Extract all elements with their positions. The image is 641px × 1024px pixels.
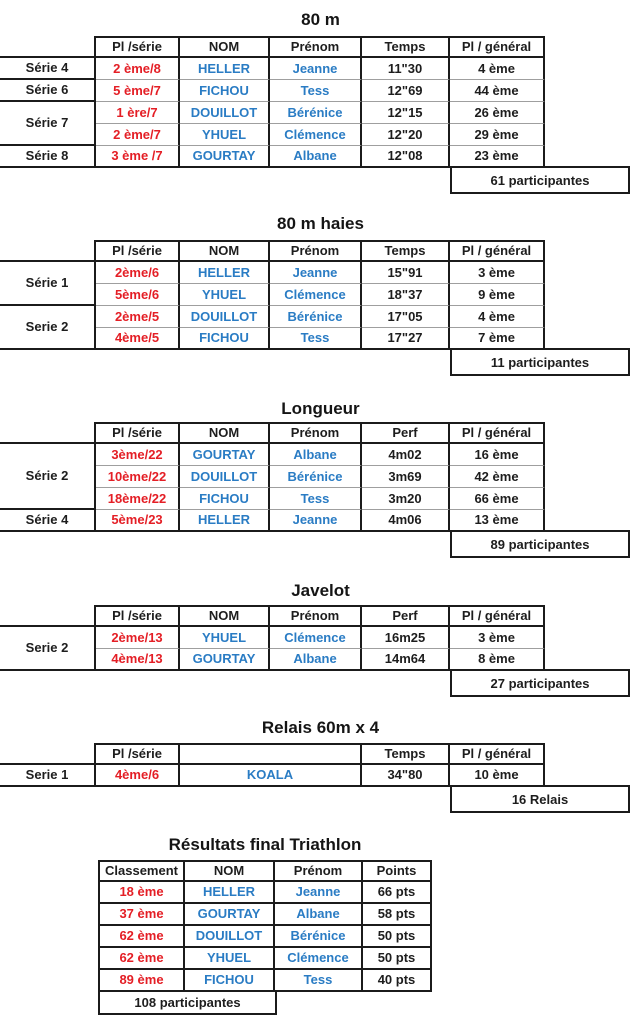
cell-pl-serie: 10ème/22: [96, 466, 180, 488]
header-cell-pl-serie: Pl /série: [96, 422, 180, 444]
cell-prenom: Albane: [275, 904, 363, 926]
header-cell-perf: Perf: [362, 422, 450, 444]
cell-temps: 34"80: [362, 765, 450, 787]
cell-pl-general: 44 ème: [450, 80, 545, 102]
cell-prenom: Clémence: [275, 948, 363, 970]
header-cell-nom: NOM: [180, 240, 270, 262]
cell-classement: 62 ème: [98, 926, 185, 948]
cell-pl-general: 26 ème: [450, 102, 545, 124]
cell-prenom: Bérénice: [270, 306, 362, 328]
cell-pl-serie: 5ème/6: [96, 284, 180, 306]
cell-pl-serie: 2ème/6: [96, 262, 180, 284]
summary-box-relais: 16 Relais: [450, 785, 630, 813]
table-title-longueur: Longueur: [281, 399, 360, 418]
cell-prenom: Bérénice: [275, 926, 363, 948]
header-cell-temps: Temps: [362, 743, 450, 765]
cell-temps: 15"91: [362, 262, 450, 284]
cell-prenom: Jeanne: [270, 510, 362, 532]
cell-temps: 18"37: [362, 284, 450, 306]
cell-prenom: Tess: [270, 80, 362, 102]
header-cell-pl-general: Pl / général: [450, 240, 545, 262]
cell-temps: 12"20: [362, 124, 450, 146]
results-table-80m: [0, 36, 545, 168]
cell-nom: YHUEL: [180, 627, 270, 649]
results-table-relais: [0, 743, 545, 787]
serie-label: Série 4: [0, 510, 96, 532]
table-title-80m-haies: 80 m haies: [277, 214, 364, 233]
header-cell-temps: Temps: [362, 36, 450, 58]
cell-points: 58 pts: [363, 904, 432, 926]
cell-temps: 12"69: [362, 80, 450, 102]
results-table-javelot: [0, 605, 545, 671]
cell-prenom: Jeanne: [270, 262, 362, 284]
cell-pl-serie: 3ème/22: [96, 444, 180, 466]
cell-temps: 11"30: [362, 58, 450, 80]
cell-nom: FICHOU: [185, 970, 275, 992]
cell-perf: 16m25: [362, 627, 450, 649]
cell-pl-general: 9 ème: [450, 284, 545, 306]
cell-nom: DOUILLOT: [180, 102, 270, 124]
header-cell-prenom: Prénom: [270, 36, 362, 58]
header-cell-pl-general: Pl / général: [450, 743, 545, 765]
cell-pl-general: 13 ème: [450, 510, 545, 532]
header-cell-pl-serie: Pl /série: [96, 36, 180, 58]
cell-pl-general: 23 ème: [450, 146, 545, 168]
cell-points: 50 pts: [363, 948, 432, 970]
header-cell-temps: Temps: [362, 240, 450, 262]
cell-nom: YHUEL: [185, 948, 275, 970]
header-cell-nom: NOM: [180, 422, 270, 444]
cell-temps: 17"27: [362, 328, 450, 350]
serie-label: Série 6: [0, 80, 96, 102]
cell-pl-general: 10 ème: [450, 765, 545, 787]
cell-perf: 3m20: [362, 488, 450, 510]
cell-classement: 62 ème: [98, 948, 185, 970]
header-cell-team-empty: [180, 743, 362, 765]
header-cell-pl-serie: Pl /série: [96, 743, 180, 765]
cell-classement: 18 ème: [98, 882, 185, 904]
cell-pl-general: 3 ème: [450, 262, 545, 284]
cell-prenom: Clémence: [270, 284, 362, 306]
cell-pl-serie: 1 ère/7: [96, 102, 180, 124]
cell-pl-general: 42 ème: [450, 466, 545, 488]
cell-pl-general: 4 ème: [450, 58, 545, 80]
serie-label: Série 4: [0, 58, 96, 80]
table-title-javelot: Javelot: [291, 581, 350, 600]
header-cell-pl-serie: Pl /série: [96, 605, 180, 627]
cell-pl-general: 4 ème: [450, 306, 545, 328]
header-cell-serie-spacer: [0, 422, 96, 444]
header-cell-serie-spacer: [0, 240, 96, 262]
cell-nom: GOURTAY: [185, 904, 275, 926]
table-title-relais: Relais 60m x 4: [261, 718, 380, 737]
header-cell-nom: NOM: [185, 860, 275, 882]
header-cell-pl-general: Pl / général: [450, 36, 545, 58]
header-cell-points: Points: [363, 860, 432, 882]
cell-nom: HELLER: [180, 510, 270, 532]
cell-pl-general: 66 ème: [450, 488, 545, 510]
cell-nom: FICHOU: [180, 488, 270, 510]
cell-pl-serie: 2ème/5: [96, 306, 180, 328]
summary-box-triathlon: 108 participantes: [98, 990, 277, 1015]
cell-points: 66 pts: [363, 882, 432, 904]
cell-pl-serie: 2 ème/7: [96, 124, 180, 146]
cell-pl-serie: 4ème/5: [96, 328, 180, 350]
cell-prenom: Tess: [270, 328, 362, 350]
serie-label-merged: Série 1: [0, 262, 96, 306]
cell-points: 50 pts: [363, 926, 432, 948]
header-cell-serie-spacer: [0, 36, 96, 58]
cell-nom: HELLER: [180, 58, 270, 80]
results-table-triathlon: [98, 860, 432, 992]
results-table-80m-haies: [0, 240, 545, 350]
cell-nom: YHUEL: [180, 124, 270, 146]
table-title-80m: 80 m: [301, 10, 340, 29]
header-cell-prenom: Prénom: [270, 422, 362, 444]
serie-label: Serie 1: [0, 765, 96, 787]
cell-nom: GOURTAY: [180, 649, 270, 671]
cell-pl-serie: 5ème/23: [96, 510, 180, 532]
cell-nom: GOURTAY: [180, 146, 270, 168]
cell-nom: HELLER: [185, 882, 275, 904]
header-cell-serie-spacer: [0, 605, 96, 627]
summary-box-longueur: 89 participantes: [450, 530, 630, 558]
cell-temps: 17"05: [362, 306, 450, 328]
cell-pl-serie: 5 ème/7: [96, 80, 180, 102]
cell-prenom: Bérénice: [270, 102, 362, 124]
cell-pl-general: 29 ème: [450, 124, 545, 146]
cell-nom: GOURTAY: [180, 444, 270, 466]
cell-pl-serie: 3 ème /7: [96, 146, 180, 168]
cell-prenom: Clémence: [270, 124, 362, 146]
cell-temps: 12"15: [362, 102, 450, 124]
header-cell-pl-serie: Pl /série: [96, 240, 180, 262]
header-cell-serie-spacer: [0, 743, 96, 765]
cell-pl-serie: 2 ème/8: [96, 58, 180, 80]
cell-perf: 14m64: [362, 649, 450, 671]
cell-perf: 4m02: [362, 444, 450, 466]
cell-prenom: Bérénice: [270, 466, 362, 488]
cell-pl-general: 8 ème: [450, 649, 545, 671]
summary-box-javelot: 27 participantes: [450, 669, 630, 697]
header-cell-nom: NOM: [180, 36, 270, 58]
cell-pl-general: 16 ème: [450, 444, 545, 466]
serie-label: Série 8: [0, 146, 96, 168]
serie-label-merged: Série 7: [0, 102, 96, 146]
cell-prenom: Tess: [275, 970, 363, 992]
serie-label-merged: Série 2: [0, 444, 96, 510]
cell-prenom: Albane: [270, 444, 362, 466]
cell-nom: YHUEL: [180, 284, 270, 306]
header-cell-nom: NOM: [180, 605, 270, 627]
cell-pl-general: 7 ème: [450, 328, 545, 350]
cell-points: 40 pts: [363, 970, 432, 992]
cell-nom: DOUILLOT: [185, 926, 275, 948]
cell-pl-serie: 4ème/6: [96, 765, 180, 787]
cell-nom: FICHOU: [180, 80, 270, 102]
cell-temps: 12"08: [362, 146, 450, 168]
cell-prenom: Clémence: [270, 627, 362, 649]
summary-box-80m: 61 participantes: [450, 166, 630, 194]
cell-nom: DOUILLOT: [180, 466, 270, 488]
cell-prenom: Tess: [270, 488, 362, 510]
cell-prenom: Albane: [270, 649, 362, 671]
summary-box-80m-haies: 11 participantes: [450, 348, 630, 376]
cell-pl-serie: 4ème/13: [96, 649, 180, 671]
serie-label-merged: Serie 2: [0, 627, 96, 671]
header-cell-pl-general: Pl / général: [450, 605, 545, 627]
header-cell-prenom: Prénom: [275, 860, 363, 882]
cell-classement: 89 ème: [98, 970, 185, 992]
header-cell-classement: Classement: [98, 860, 185, 882]
results-table-longueur: [0, 422, 545, 532]
header-cell-pl-general: Pl / général: [450, 422, 545, 444]
serie-label-merged: Serie 2: [0, 306, 96, 350]
cell-pl-general: 3 ème: [450, 627, 545, 649]
cell-perf: 4m06: [362, 510, 450, 532]
cell-prenom: Jeanne: [270, 58, 362, 80]
cell-nom: DOUILLOT: [180, 306, 270, 328]
cell-pl-serie: 18ème/22: [96, 488, 180, 510]
header-cell-perf: Perf: [362, 605, 450, 627]
header-cell-prenom: Prénom: [270, 605, 362, 627]
table-title-triathlon: Résultats final Triathlon: [168, 835, 362, 854]
cell-pl-serie: 2ème/13: [96, 627, 180, 649]
cell-team-name: KOALA: [180, 765, 362, 787]
cell-classement: 37 ème: [98, 904, 185, 926]
cell-nom: HELLER: [180, 262, 270, 284]
cell-prenom: Albane: [270, 146, 362, 168]
cell-prenom: Jeanne: [275, 882, 363, 904]
cell-nom: FICHOU: [180, 328, 270, 350]
header-cell-prenom: Prénom: [270, 240, 362, 262]
cell-perf: 3m69: [362, 466, 450, 488]
